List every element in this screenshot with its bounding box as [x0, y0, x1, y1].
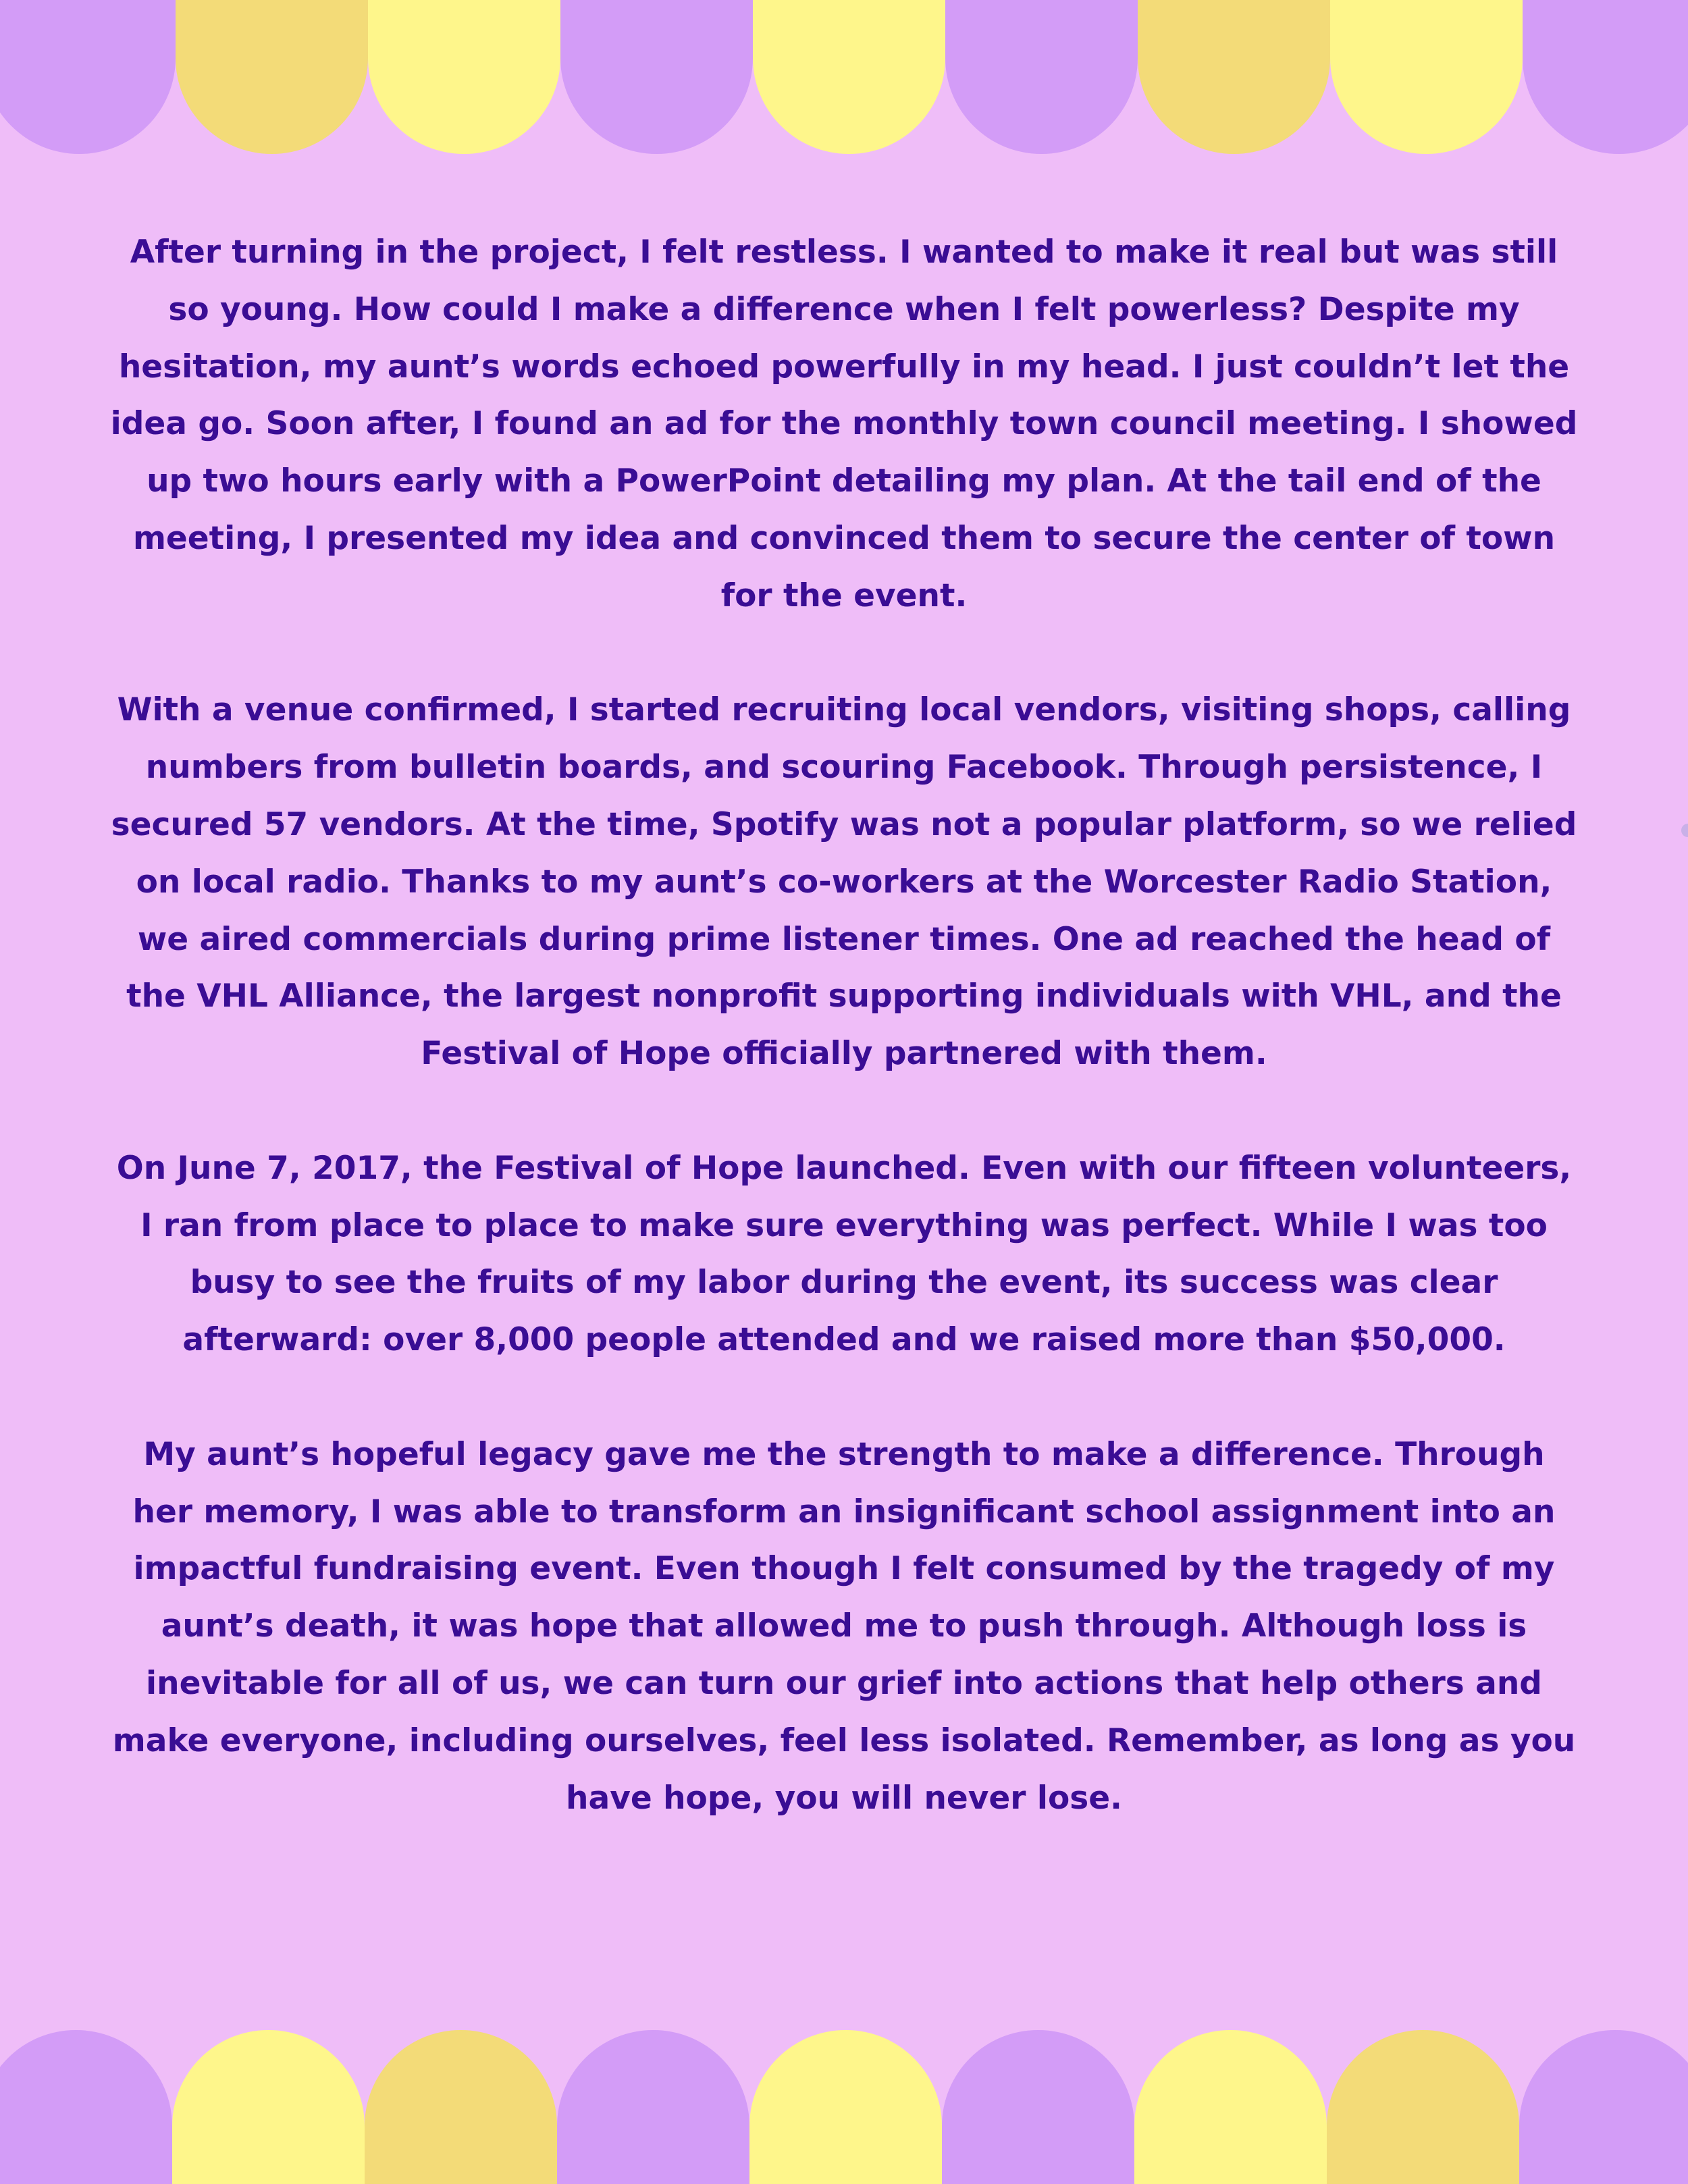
top-scallop	[1330, 0, 1523, 154]
bottom-scallop	[1134, 2030, 1327, 2184]
bottom-scallop	[172, 2030, 365, 2184]
top-scallop	[368, 0, 560, 154]
bottom-scallop	[1519, 2030, 1688, 2184]
top-scallop	[1523, 0, 1688, 154]
essay-paragraph-2: With a venue confirmed, I started recruiting local vendors, visiting shops, calling numbers from bulletin boards, and scouring Facebook. Through persistence, I secured 57 vendors. At the time, Spotify was not a popular platform, so we relied on local radio. Thanks to my aunt’s co-workers at the Worcester Radio Station, we aired commercials during prime listener times. One ad reached the head of the VHL Alliance, the largest nonprofit supporting individuals with VHL, and the Festival of Hope officially partnered with them.	[111, 691, 1577, 1073]
top-scallop	[560, 0, 753, 154]
bottom-scallop	[749, 2030, 942, 2184]
essay-body	[108, 224, 1580, 1827]
edge-decorative-dot	[1681, 824, 1688, 837]
bottom-scallop	[942, 2030, 1134, 2184]
top-scallop	[0, 0, 176, 154]
essay-paragraph-3: On June 7, 2017, the Festival of Hope launched. Even with our fifteen volunteers, I ran from place to place to make sure everything was perfect. While I was too busy to see the fruits of my labor during the event, its success was clear afterward: over 8,000 people attended and we raised more than $50,000.	[116, 1149, 1572, 1359]
bottom-scallop	[365, 2030, 557, 2184]
bottom-scallop	[1327, 2030, 1519, 2184]
top-scallop	[176, 0, 368, 154]
essay-paragraph-4: My aunt’s hopeful legacy gave me the strength to make a difference. Through her memory, I was able to transform an insignificant school assignment into an impactful fundraising event. Even though I felt consumed by the tragedy of my aunt’s death, it was hope that allowed me to push through. Although loss is inevitable for all of us, we can turn our grief into actions that help others and make everyone, including ourselves, feel less isolated. Remember, as long as you have hope, you will never lose.	[112, 1435, 1576, 1817]
top-scallop	[1138, 0, 1330, 154]
bottom-scallop-border	[0, 2008, 1688, 2184]
essay-paragraph-1: After turning in the project, I felt restless. I wanted to make it real but was still so young. How could I make a difference when I felt powerless? Despite my hesitation, my aunt’s words echoed powerfully in my head. I just couldn’t let the idea go. Soon after, I found an ad for the monthly town council meeting. I showed up two hours early with a PowerPoint detailing my plan. At the tail end of the meeting, I presented my idea and convinced them to secure the center of town for the event.	[110, 234, 1578, 614]
top-scallop-border	[0, 0, 1688, 176]
top-scallop	[753, 0, 945, 154]
bottom-scallop	[557, 2030, 749, 2184]
top-scallop	[945, 0, 1138, 154]
bottom-scallop	[0, 2030, 172, 2184]
